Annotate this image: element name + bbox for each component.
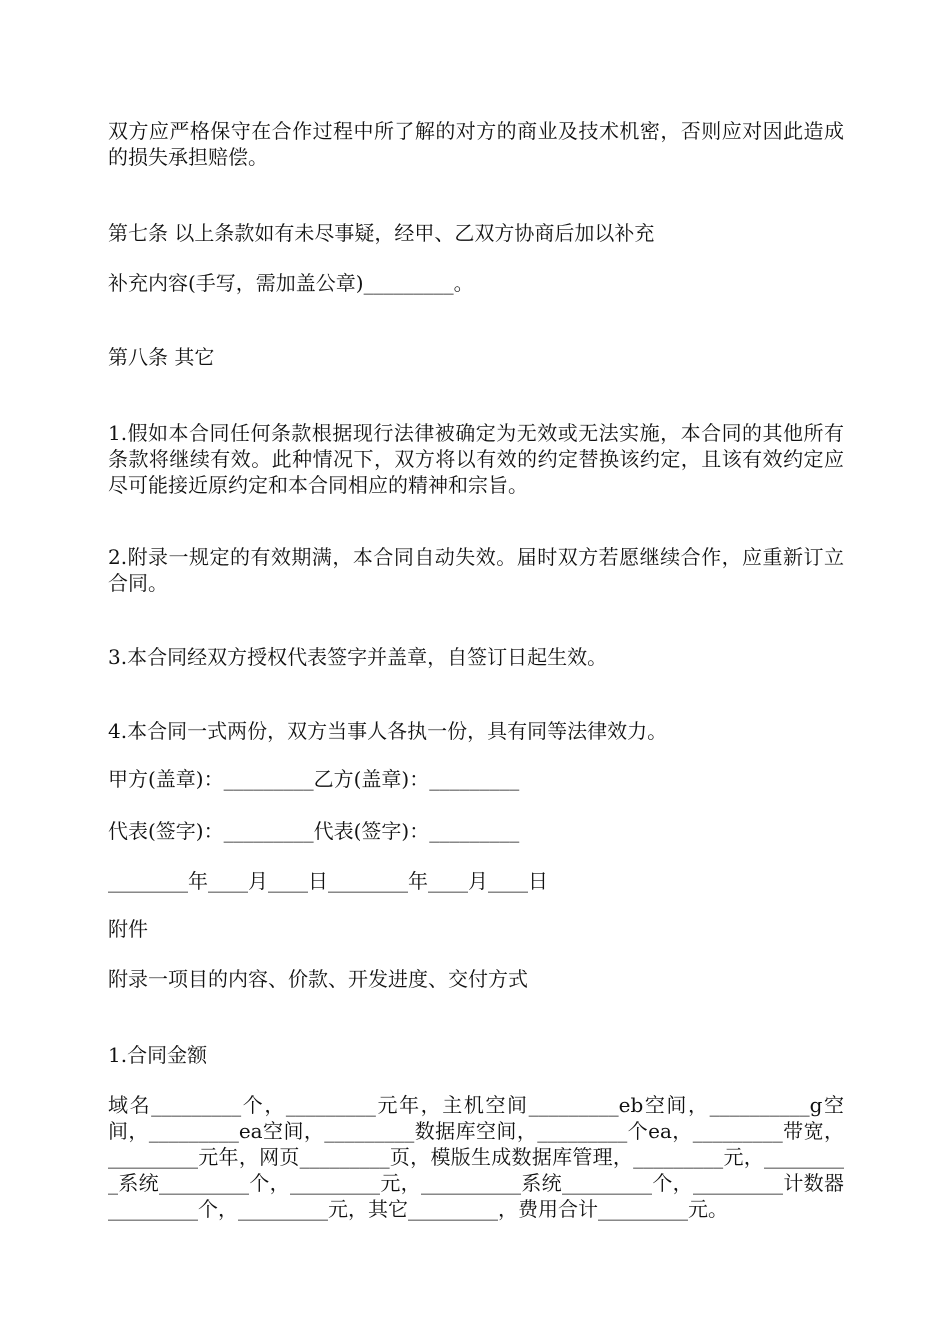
signature-date-line: ________年____月____日________年____月____日 [108, 869, 548, 893]
attachment-label: 附件 [108, 917, 148, 941]
article-7-heading: 第七条 以上条款如有未尽事疑，经甲、乙双方协商后加以补充 [108, 221, 655, 245]
article-8-item-4: 4.本合同一式两份，双方当事人各执一份，具有同等法律效力。 [108, 719, 668, 743]
signature-representative-line: 代表(签字)：_________代表(签字)：_________ [108, 819, 520, 843]
article-8-item-1: 1.假如本合同任何条款根据现行法律被确定为无效或无法实施，本合同的其他所有条款将继续有效。此种情况下，双方将以有效的约定替换该约定，且该有效约定应尽可能接近原约定和本合同相应的精神和宗旨。 [108, 421, 844, 497]
article-8-item-2: 2.附录一规定的有效期满，本合同自动失效。届时双方若愿继续合作，应重新订立合同。 [108, 545, 844, 595]
article-8-item-3: 3.本合同经双方授权代表签字并盖章，自签订日起生效。 [108, 645, 608, 669]
contract-amount-body: 域名_________个，_________元年，主机空间_________eb空间，__________g空间，_________ea空间，_________数据库空间，_________个ea，_________带宽，_________元年，网页_________页，模版生成数据库管理，_________元，_________系统_________个，_________元，__________系统_________个，_________计数器_________个，_________元，其它_________，费用合计_________元。 [108, 1093, 844, 1221]
appendix-1-title: 附录一项目的内容、价款、开发进度、交付方式 [108, 967, 528, 991]
signature-seal-line: 甲方(盖章)：_________乙方(盖章)：_________ [108, 767, 520, 791]
contract-amount-heading: 1.合同金额 [108, 1043, 208, 1067]
secrecy-clause: 双方应严格保守在合作过程中所了解的对方的商业及技术机密，否则应对因此造成的损失承担赔偿。 [108, 119, 844, 169]
article-8-heading: 第八条 其它 [108, 345, 215, 369]
article-7-supplement: 补充内容(手写，需加盖公章)_________。 [108, 271, 474, 295]
